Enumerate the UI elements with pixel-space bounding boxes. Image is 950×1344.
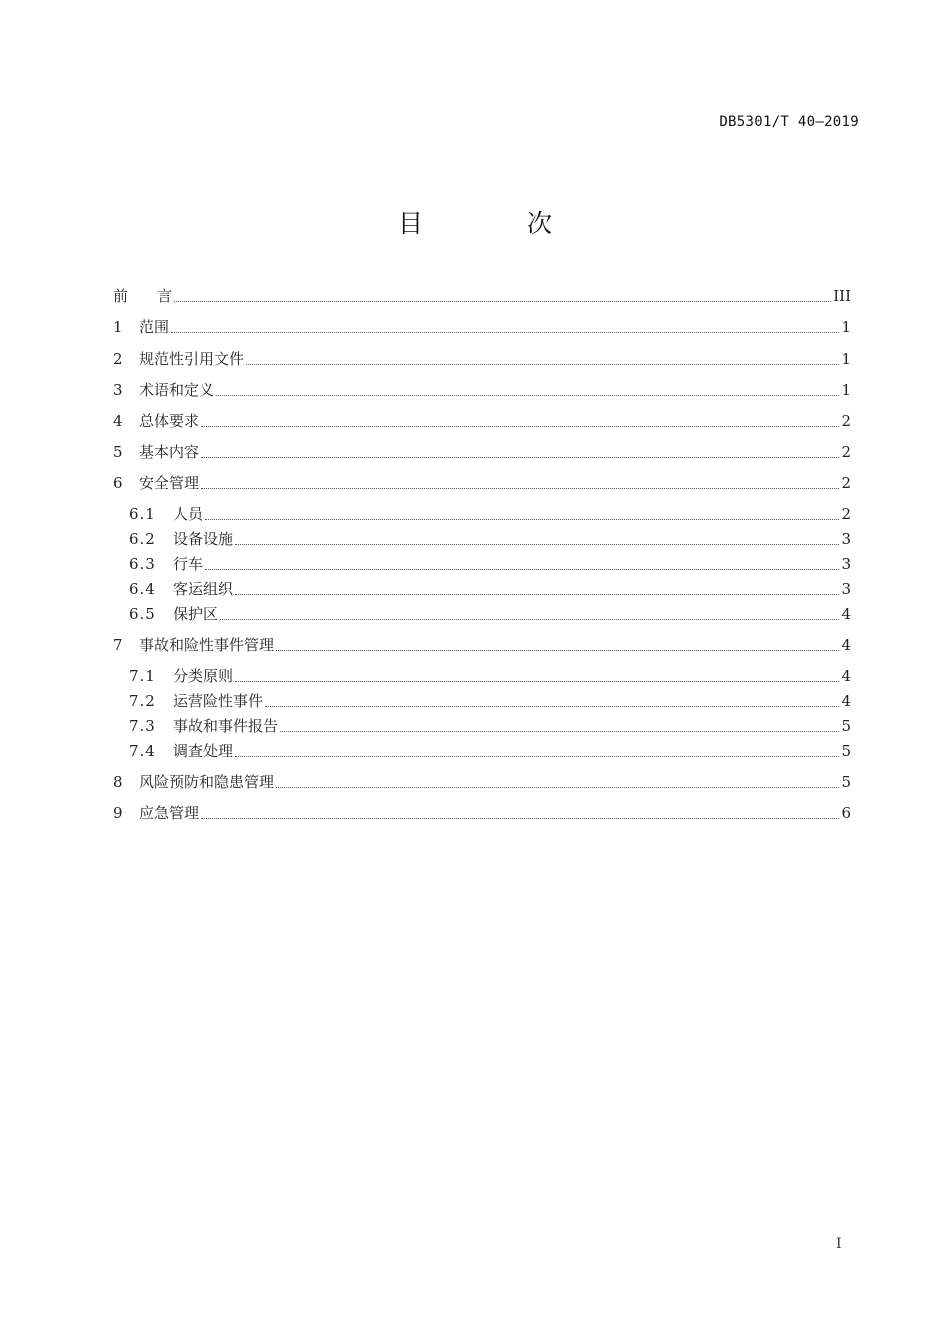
toc-entry-number: 6.1 <box>129 505 156 523</box>
toc-entry-page: 5 <box>841 717 851 735</box>
dot-leader <box>174 301 831 302</box>
toc-entry-page: 2 <box>841 443 851 461</box>
toc-entry-page: 3 <box>841 530 851 548</box>
dot-leader <box>235 681 839 682</box>
toc-entry-label: 安全管理 <box>139 474 200 492</box>
toc-entry-6-3[interactable] <box>129 552 851 576</box>
toc-entry-number: 9 <box>113 804 123 822</box>
toc-entry-page: 6 <box>841 804 851 822</box>
toc-entry-page: 1 <box>841 350 851 368</box>
toc-entry-2[interactable] <box>113 347 851 371</box>
dot-leader <box>220 619 839 620</box>
toc-entry-number: 7 <box>113 636 123 654</box>
toc-entry-9[interactable] <box>113 801 851 825</box>
toc-entry-label: 分类原则 <box>173 667 234 685</box>
toc-entry-page: 5 <box>841 773 851 791</box>
toc-entry-4[interactable] <box>113 409 851 433</box>
toc-entry-5[interactable] <box>113 440 851 464</box>
toc-entry-label: 术语和定义 <box>139 381 215 399</box>
toc-entry-7-1[interactable] <box>129 664 851 688</box>
toc-entry-number: 1 <box>113 318 123 336</box>
toc-entry-page: 2 <box>841 505 851 523</box>
toc-entry-8[interactable] <box>113 770 851 794</box>
toc-entry-page: 2 <box>841 474 851 492</box>
dot-leader <box>216 395 839 396</box>
toc-entry-page: 4 <box>841 605 851 623</box>
toc-entry-7-2[interactable] <box>129 689 851 713</box>
toc-entry-6-1[interactable] <box>129 502 851 526</box>
toc-entry-page: 3 <box>841 555 851 573</box>
toc-entry-page: 3 <box>841 580 851 598</box>
toc-entry-label: 调查处理 <box>173 742 234 760</box>
dot-leader <box>235 544 839 545</box>
dot-leader <box>201 426 839 427</box>
toc-entry-number: 8 <box>113 773 123 791</box>
toc-entry-label: 前 <box>113 287 158 305</box>
dot-leader <box>276 787 839 788</box>
toc-entry-number: 7.3 <box>129 717 156 735</box>
dot-leader <box>265 706 839 707</box>
dot-leader <box>205 569 839 570</box>
toc-entry-page: 4 <box>841 636 851 654</box>
toc-entry-6-5[interactable] <box>129 602 851 626</box>
toc-entry-label: 基本内容 <box>139 443 200 461</box>
toc-entry-number: 6.4 <box>129 580 156 598</box>
dot-leader <box>280 731 839 732</box>
toc-entry-label: 人员 <box>173 505 204 523</box>
dot-leader <box>201 488 839 489</box>
toc-entry-7-3[interactable] <box>129 714 851 738</box>
toc-entry-label: 客运组织 <box>173 580 234 598</box>
document-code: DB5301/T 40—2019 <box>719 114 859 130</box>
toc-entry-number: 6.3 <box>129 555 156 573</box>
toc-entry-page: 1 <box>841 381 851 399</box>
toc-entry-label: 风险预防和隐患管理 <box>139 773 275 791</box>
toc-entry-label: 事故和事件报告 <box>173 717 279 735</box>
page-number: I <box>836 1236 842 1252</box>
toc-entry-7[interactable] <box>113 633 851 657</box>
toc-entry-label: 总体要求 <box>139 412 200 430</box>
toc-entry-label: 范围 <box>139 318 170 336</box>
toc-entry-preface[interactable] <box>113 284 851 308</box>
toc-entry-label: 运营险性事件 <box>173 692 264 710</box>
toc-entry-number: 4 <box>113 412 123 430</box>
toc-entry-page: 4 <box>841 692 851 710</box>
toc-entry-number: 7.2 <box>129 692 156 710</box>
toc-entry-number: 7.4 <box>129 742 156 760</box>
toc-entry-page: 5 <box>841 742 851 760</box>
toc-entry-number: 5 <box>113 443 123 461</box>
toc-entry-number: 2 <box>113 350 123 368</box>
dot-leader <box>205 519 839 520</box>
page-title: 目 次 <box>398 209 600 238</box>
toc-entry-page: 1 <box>841 318 851 336</box>
dot-leader <box>246 364 839 365</box>
dot-leader <box>171 332 839 333</box>
toc-entry-6-2[interactable] <box>129 527 851 551</box>
toc-entry-page: 4 <box>841 667 851 685</box>
toc-entry-number: 7.1 <box>129 667 156 685</box>
toc-entry-number: 3 <box>113 381 123 399</box>
toc-entry-label: 事故和险性事件管理 <box>139 636 275 654</box>
toc-entry-number: 6 <box>113 474 123 492</box>
dot-leader <box>201 457 839 458</box>
toc-entry-page: III <box>833 287 851 305</box>
toc-entry-7-4[interactable] <box>129 739 851 763</box>
toc-entry-label: 应急管理 <box>139 804 200 822</box>
toc-entry-label: 规范性引用文件 <box>139 350 245 368</box>
toc-entry-6[interactable] <box>113 471 851 495</box>
toc-entry-6-4[interactable] <box>129 577 851 601</box>
toc-entry-label: 言 <box>157 287 173 305</box>
dot-leader <box>276 650 839 651</box>
toc-entry-1[interactable] <box>113 315 851 339</box>
dot-leader <box>201 818 839 819</box>
toc-entry-3[interactable] <box>113 378 851 402</box>
toc-entry-label: 设备设施 <box>173 530 234 548</box>
toc-entry-page: 2 <box>841 412 851 430</box>
dot-leader <box>235 756 839 757</box>
toc-entry-number: 6.5 <box>129 605 156 623</box>
dot-leader <box>235 594 839 595</box>
toc-entry-number: 6.2 <box>129 530 156 548</box>
toc-entry-label: 行车 <box>173 555 204 573</box>
toc-entry-label: 保护区 <box>173 605 219 623</box>
